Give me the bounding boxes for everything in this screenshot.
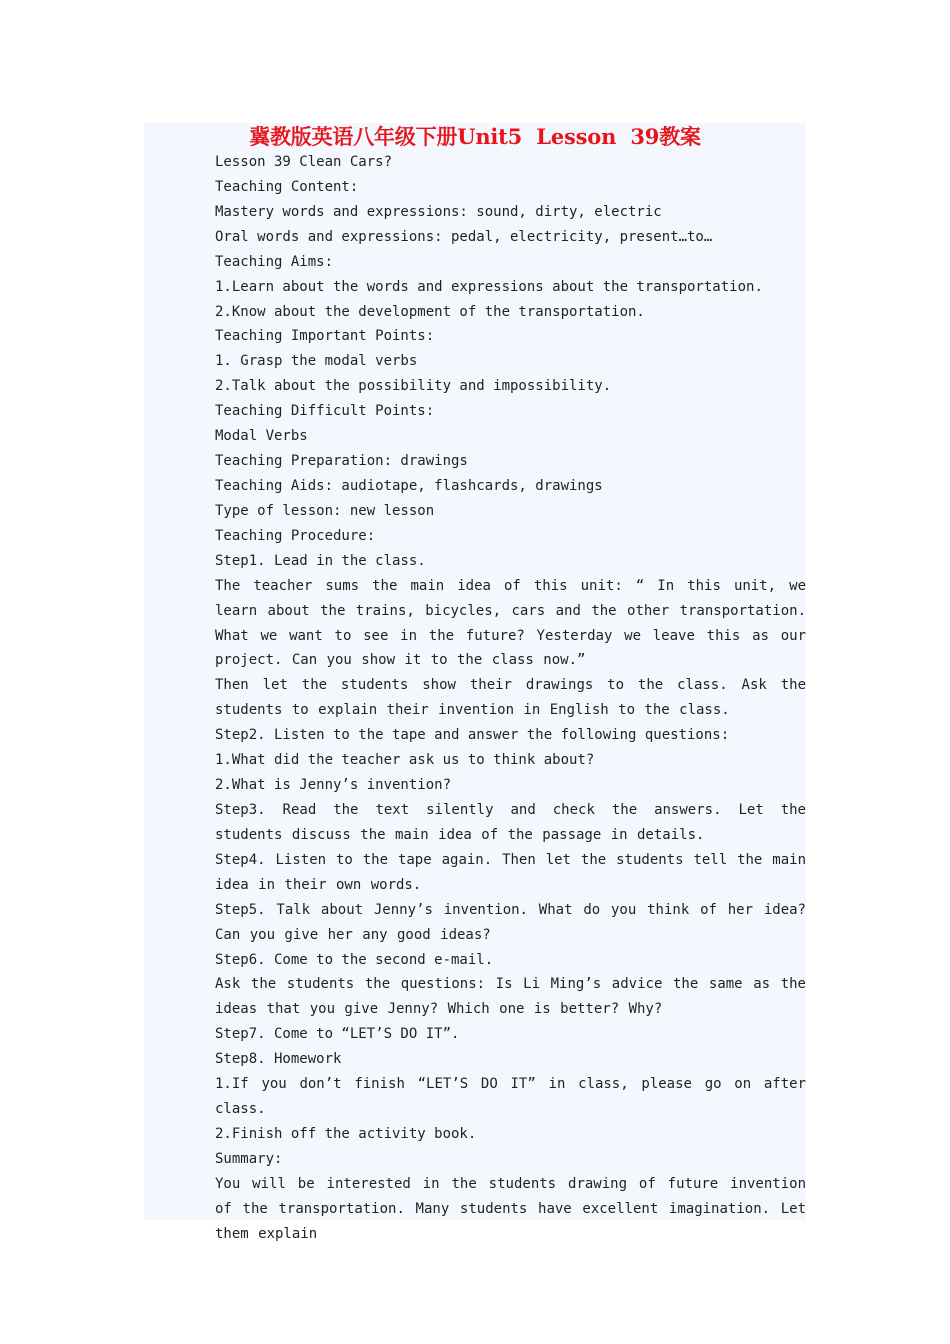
difficult-point-1: Modal Verbs bbox=[215, 428, 308, 445]
step-1-line: Step1. Lead in the class. bbox=[215, 552, 426, 569]
step-3-paragraph: Step3. Read the text silently and check the answers. Let the students discuss the main idea of the passage in details. bbox=[215, 801, 806, 843]
teaching-preparation-line: Teaching Preparation: drawings bbox=[215, 453, 468, 470]
important-points-heading: Teaching Important Points: bbox=[215, 328, 435, 345]
lesson-type-line: Type of lesson: new lesson bbox=[215, 502, 435, 519]
teaching-aims-heading: Teaching Aims: bbox=[215, 253, 334, 270]
homework-item-1: 1.If you don’t finish “LET’S DO IT” in class, please go on after class. bbox=[215, 1076, 806, 1118]
document-body bbox=[144, 150, 806, 1247]
step-1-followup-paragraph: Then let the students show their drawings to the class. Ask the students to explain their invention in English to the class. bbox=[215, 677, 806, 719]
step-7-line: Step7. Come to “LET’S DO IT”. bbox=[215, 1026, 460, 1043]
question-2: 2.What is Jenny’s invention? bbox=[215, 777, 452, 794]
question-1: 1.What did the teacher ask us to think about? bbox=[215, 752, 595, 769]
step-4-paragraph: Step4. Listen to the tape again. Then let the students tell the main idea in their own words. bbox=[215, 851, 806, 893]
step-2-line: Step2. Listen to the tape and answer the following questions: bbox=[215, 727, 730, 744]
teaching-content-heading: Teaching Content: bbox=[215, 178, 359, 195]
step-8-line: Step8. Homework bbox=[215, 1051, 342, 1068]
teaching-procedure-heading: Teaching Procedure: bbox=[215, 527, 376, 544]
homework-item-2: 2.Finish off the activity book. bbox=[215, 1125, 477, 1142]
oral-words-line: Oral words and expressions: pedal, electricity, present…to… bbox=[215, 228, 713, 245]
aim-item-2: 2.Know about the development of the transportation. bbox=[215, 303, 645, 320]
teaching-aids-line: Teaching Aids: audiotape, flashcards, drawings bbox=[215, 477, 603, 494]
important-point-1: 1. Grasp the modal verbs bbox=[215, 353, 418, 370]
step-6-line: Step6. Come to the second e-mail. bbox=[215, 951, 494, 968]
important-point-2: 2.Talk about the possibility and impossibility. bbox=[215, 378, 612, 395]
lesson-title-line: Lesson 39 Clean Cars? bbox=[215, 154, 393, 170]
summary-heading: Summary: bbox=[215, 1150, 283, 1167]
aim-item-1: 1.Learn about the words and expressions about the transportation. bbox=[215, 278, 763, 295]
document-page bbox=[144, 123, 806, 1242]
mastery-words-line: Mastery words and expressions: sound, dirty, electric bbox=[215, 203, 662, 220]
difficult-points-heading: Teaching Difficult Points: bbox=[215, 403, 435, 420]
step-5-paragraph: Step5. Talk about Jenny’s invention. What do you think of her idea? Can you give her any good ideas? bbox=[215, 901, 806, 943]
summary-paragraph: You will be interested in the students drawing of future invention of the transportation. Many students have excellent imagination. Let them explain bbox=[215, 1175, 806, 1242]
document-title: 冀教版英语八年级下册Unit5 Lesson 39教案 bbox=[249, 124, 701, 149]
step-1-paragraph: The teacher sums the main idea of this unit: “ In this unit, we learn about the trains, bicycles, cars and the other transportation. What we want to see in the future? Yesterday we leave this as our project. Can you show it to the class now.” bbox=[215, 577, 806, 669]
step-6-questions-paragraph: Ask the students the questions: Is Li Ming’s advice the same as the ideas that you give Jenny? Which one is better? Why? bbox=[215, 976, 806, 1018]
